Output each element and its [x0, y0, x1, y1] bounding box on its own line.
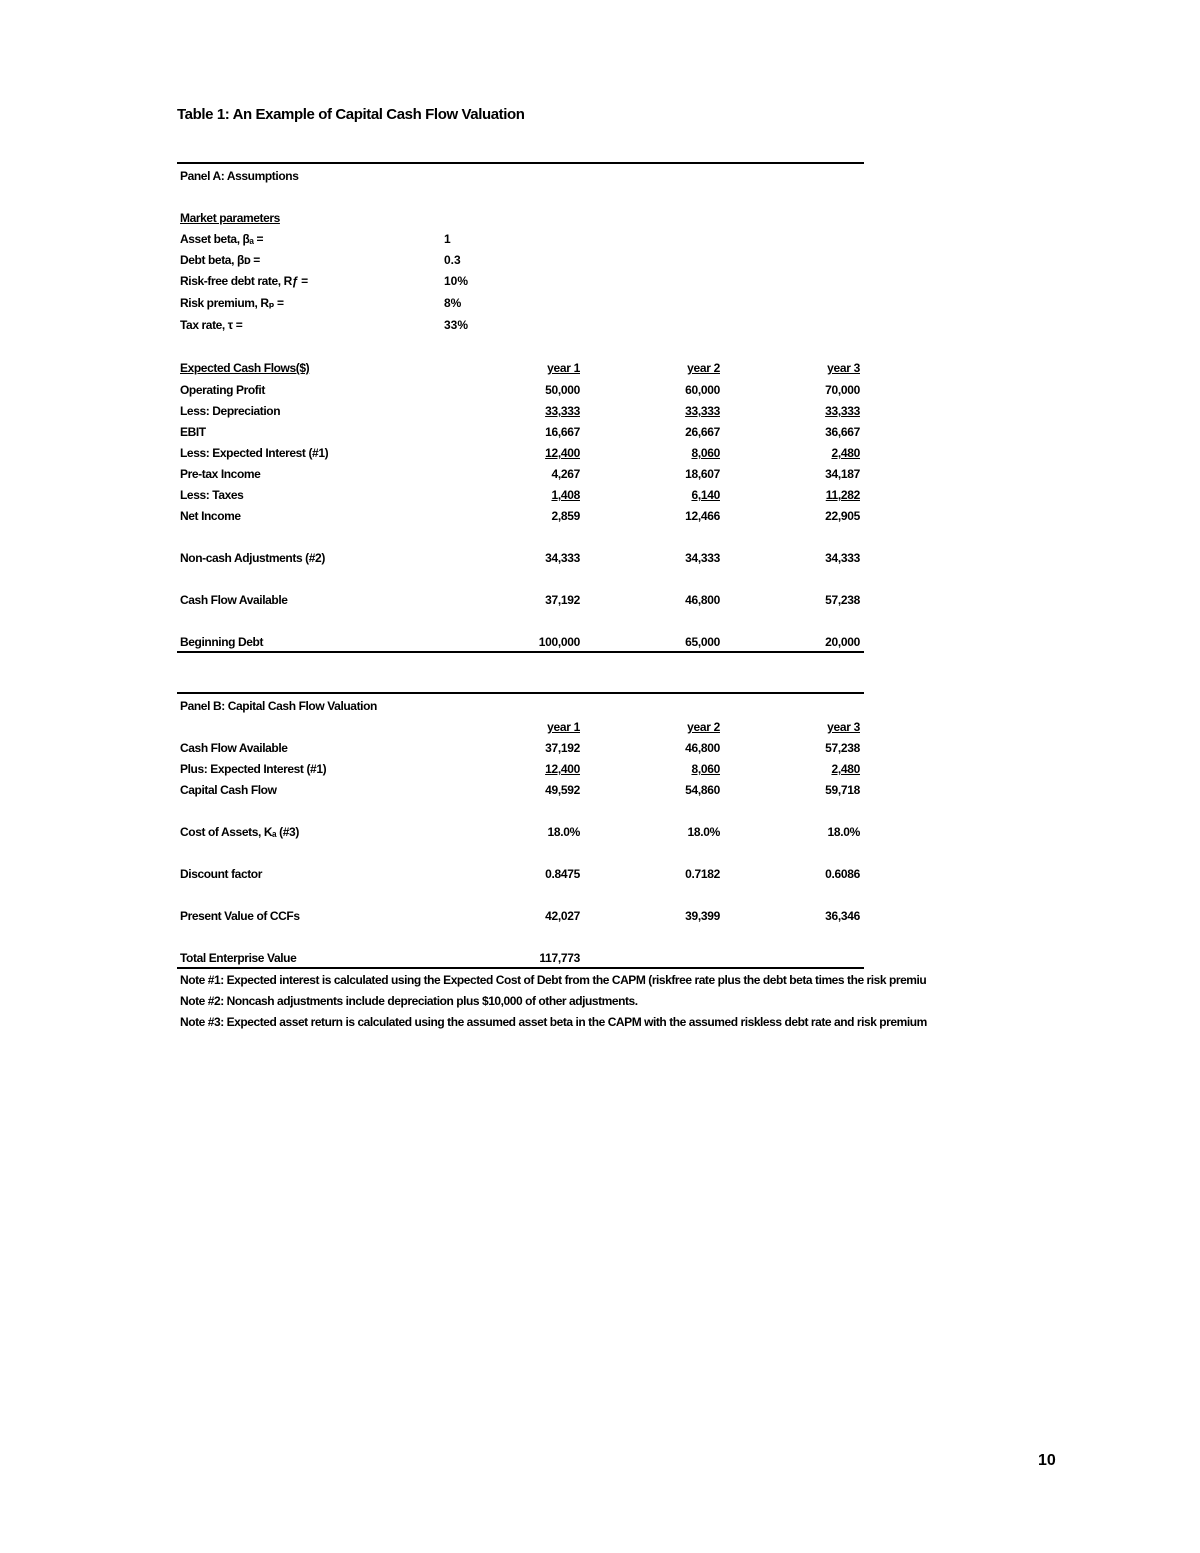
cell: 0.6086 — [825, 867, 860, 881]
panel-b-heading-row — [178, 696, 864, 716]
cell: 65,000 — [685, 635, 720, 649]
cell: 70,000 — [825, 383, 860, 397]
cell: 20,000 — [825, 635, 860, 649]
cell: 33,333 — [685, 404, 720, 418]
param-row — [178, 271, 864, 291]
table-row — [178, 822, 864, 842]
table-row — [178, 632, 864, 652]
panel-a-heading-row — [178, 166, 864, 186]
note-3: Note #3: Expected asset return is calculated using the assumed asset beta in the CAPM with the assumed riskless debt rate and risk premium — [180, 1015, 927, 1029]
param-label: Tax rate, τ = — [180, 318, 243, 332]
panel-b-bottom-rule — [177, 967, 864, 969]
cell: 1,408 — [551, 488, 580, 502]
cell: 34,333 — [545, 551, 580, 565]
cell: 34,333 — [825, 551, 860, 565]
cell: 22,905 — [825, 509, 860, 523]
cell: 8,060 — [691, 762, 720, 776]
cell: 60,000 — [685, 383, 720, 397]
row-label: EBIT — [180, 425, 206, 439]
year-header: year 3 — [827, 720, 860, 734]
cell: 18.0% — [547, 825, 580, 839]
cell: 26,667 — [685, 425, 720, 439]
row-label: Less: Expected Interest (#1) — [180, 446, 329, 460]
param-label: Risk-free debt rate, Rƒ = — [180, 274, 308, 288]
param-value: 33% — [444, 318, 469, 332]
panel-a-bottom-rule — [177, 651, 864, 653]
cell: 2,859 — [551, 509, 580, 523]
cell: 0.8475 — [545, 867, 580, 881]
param-value: 10% — [444, 274, 469, 288]
param-value: 1 — [444, 232, 451, 246]
market-params-heading: Market parameters — [180, 211, 280, 225]
row-label: Plus: Expected Interest (#1) — [180, 762, 327, 776]
cell: 37,192 — [545, 593, 580, 607]
cell: 46,800 — [685, 741, 720, 755]
cell: 34,333 — [685, 551, 720, 565]
cell: 16,667 — [545, 425, 580, 439]
cell: 4,267 — [551, 467, 580, 481]
table-title: Table 1: An Example of Capital Cash Flow Valuation — [177, 106, 525, 123]
cell: 33,333 — [545, 404, 580, 418]
cell: 18.0% — [687, 825, 720, 839]
table-row — [178, 780, 864, 800]
page-number: 10 — [1038, 1452, 1056, 1469]
table-row — [178, 485, 864, 505]
total-value: 117,773 — [539, 951, 580, 965]
cell: 54,860 — [685, 783, 720, 797]
cell: 18.0% — [827, 825, 860, 839]
cell: 2,480 — [831, 446, 860, 460]
year-header: year 1 — [547, 361, 580, 375]
row-label: Beginning Debt — [180, 635, 264, 649]
table-row — [178, 401, 864, 421]
cell: 6,140 — [691, 488, 720, 502]
param-row — [178, 315, 864, 335]
note-2: Note #2: Noncash adjustments include depreciation plus $10,000 of other adjustments. — [180, 994, 638, 1008]
table-row — [178, 759, 864, 779]
cell: 2,480 — [831, 762, 860, 776]
year-header: year 2 — [687, 720, 720, 734]
param-row — [178, 293, 864, 313]
cell: 57,238 — [825, 741, 860, 755]
table-row — [178, 380, 864, 400]
row-label: Net Income — [180, 509, 241, 523]
total-label: Total Enterprise Value — [180, 951, 297, 965]
panel-a-heading: Panel A: Assumptions — [180, 169, 299, 183]
table-row — [178, 864, 864, 884]
cell: 50,000 — [545, 383, 580, 397]
cell: 33,333 — [825, 404, 860, 418]
cell: 12,400 — [545, 446, 580, 460]
cell: 42,027 — [545, 909, 580, 923]
table-row — [178, 422, 864, 442]
param-value: 8% — [444, 296, 462, 310]
row-label: Discount factor — [180, 867, 263, 881]
param-row — [178, 229, 864, 249]
param-label: Asset beta, βₐ = — [180, 232, 264, 246]
param-label: Debt beta, βᴅ = — [180, 253, 260, 267]
cell: 59,718 — [825, 783, 860, 797]
row-label: Present Value of CCFs — [180, 909, 300, 923]
row-label: Cost of Assets, Kₐ (#3) — [180, 825, 299, 839]
cell: 12,466 — [685, 509, 720, 523]
cell: 36,667 — [825, 425, 860, 439]
cell: 100,000 — [538, 635, 580, 649]
market-params-heading-row — [178, 208, 864, 228]
cell: 8,060 — [691, 446, 720, 460]
year-header: year 3 — [827, 361, 860, 375]
cell: 49,592 — [545, 783, 580, 797]
table-row — [178, 506, 864, 526]
table-row — [178, 738, 864, 758]
expected-cf-heading: Expected Cash Flows($) — [180, 361, 310, 375]
table-row — [178, 464, 864, 484]
cell: 18,607 — [685, 467, 720, 481]
panel-b-year-header-row — [178, 717, 864, 737]
panel-a-top-rule — [177, 162, 864, 164]
row-label: Cash Flow Available — [180, 741, 288, 755]
row-label: Cash Flow Available — [180, 593, 288, 607]
cell: 34,187 — [825, 467, 860, 481]
table-row — [178, 906, 864, 926]
row-label: Pre-tax Income — [180, 467, 261, 481]
year-header: year 2 — [687, 361, 720, 375]
row-label: Less: Depreciation — [180, 404, 281, 418]
param-label: Risk premium, Rₚ = — [180, 296, 284, 310]
cell: 11,282 — [825, 488, 860, 502]
cell: 0.7182 — [685, 867, 720, 881]
row-label: Non-cash Adjustments (#2) — [180, 551, 325, 565]
panel-b-heading: Panel B: Capital Cash Flow Valuation — [180, 699, 377, 713]
row-label: Operating Profit — [180, 383, 265, 397]
param-row — [178, 250, 864, 270]
note-1: Note #1: Expected interest is calculated using the Expected Cost of Debt from the CAPM (riskfree rate plus the debt beta times the risk premiu — [180, 973, 927, 987]
total-row — [178, 948, 864, 968]
table-row — [178, 443, 864, 463]
cell: 12,400 — [545, 762, 580, 776]
cell: 39,399 — [685, 909, 720, 923]
year-header: year 1 — [547, 720, 580, 734]
cell: 36,346 — [825, 909, 860, 923]
row-label: Less: Taxes — [180, 488, 244, 502]
row-label: Capital Cash Flow — [180, 783, 277, 797]
cell: 46,800 — [685, 593, 720, 607]
expected-cf-header-row — [178, 358, 864, 378]
cell: 37,192 — [545, 741, 580, 755]
cell: 57,238 — [825, 593, 860, 607]
panel-b-top-rule — [177, 692, 864, 694]
table-row — [178, 590, 864, 610]
table-row — [178, 548, 864, 568]
param-value: 0.3 — [444, 253, 461, 267]
